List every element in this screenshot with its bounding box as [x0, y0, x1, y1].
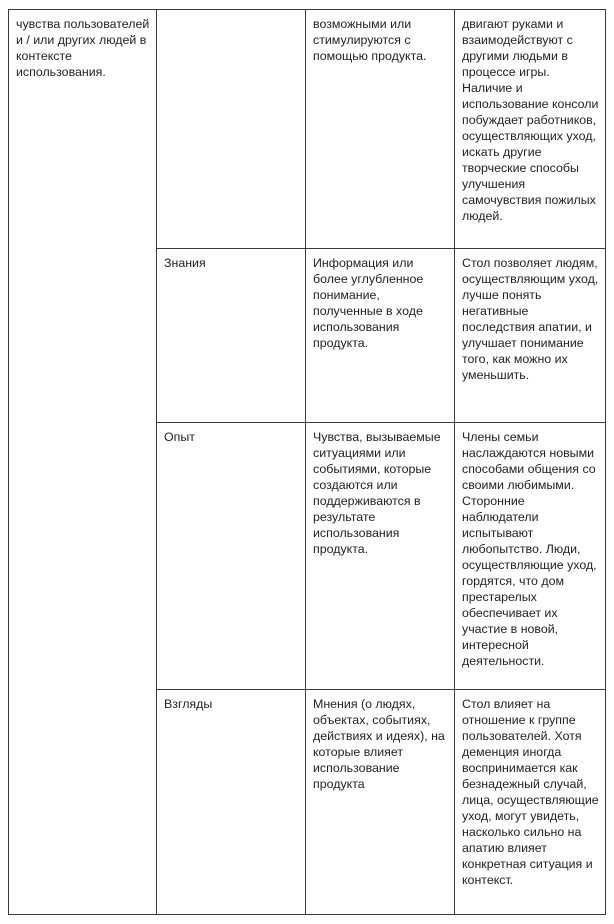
- category-cell: [9, 10, 157, 915]
- definition-cell: [306, 423, 455, 690]
- term-text: Опыт: [164, 430, 195, 444]
- definition-cell: [306, 10, 455, 249]
- term-cell: [157, 10, 306, 249]
- definition-text: Информация или более углубленное понимание, полученные в ходе использования продукта.: [313, 256, 424, 350]
- definition-cell: [306, 249, 455, 423]
- outcomes-table: [8, 9, 606, 915]
- example-text: Стол позволяет людям, осуществляющим уход, лучше понять негативные последствия апатии, и улучшает понимание того, как можно их уменьшить.: [462, 256, 599, 382]
- definition-text: Чувства, вызываемые ситуациями или событиями, которые создаются или поддерживаются в результате использования продукта.: [313, 430, 441, 556]
- example-text: Стол влияет на отношение к группе пользователей. Хотя деменция иногда воспринимается как безнадежный случай, лица, осуществляющие уход, могут увидеть, насколько сильно на апатию влияет конкретная ситуация и контекст.: [462, 697, 599, 887]
- definition-text: Мнения (о людях, объектах, событиях, действиях и идеях), на которые влияет использование продукта: [313, 697, 445, 791]
- example-cell: [455, 249, 606, 423]
- example-cell: [455, 10, 606, 249]
- term-text: Знания: [164, 256, 206, 270]
- example-text: Члены семьи наслаждаются новыми способами общения со своими любимыми. Сторонние наблюдатели испытывают любопытство. Люди, осуществляющие уход, гордятся, что дом престарелых обеспечивает их участие в новой, интересной деятельности.: [462, 430, 597, 668]
- definition-text: возможными или стимулируются с помощью продукта.: [313, 17, 427, 63]
- term-cell: [157, 423, 306, 690]
- category-text: чувства пользователей и / или других людей в контексте использования.: [16, 17, 150, 79]
- example-cell: [455, 690, 606, 915]
- term-text: Взгляды: [164, 697, 213, 711]
- example-cell: [455, 423, 606, 690]
- definition-cell: [306, 690, 455, 915]
- term-cell: [157, 690, 306, 915]
- table-row: [9, 10, 606, 249]
- term-cell: [157, 249, 306, 423]
- example-text: двигают руками и взаимодействуют с другими людьми в процессе игры. Наличие и использование консоли побуждает работников, осуществляющих уход, искать другие творческие способы улучшения самочувствия пожилых людей.: [462, 17, 599, 223]
